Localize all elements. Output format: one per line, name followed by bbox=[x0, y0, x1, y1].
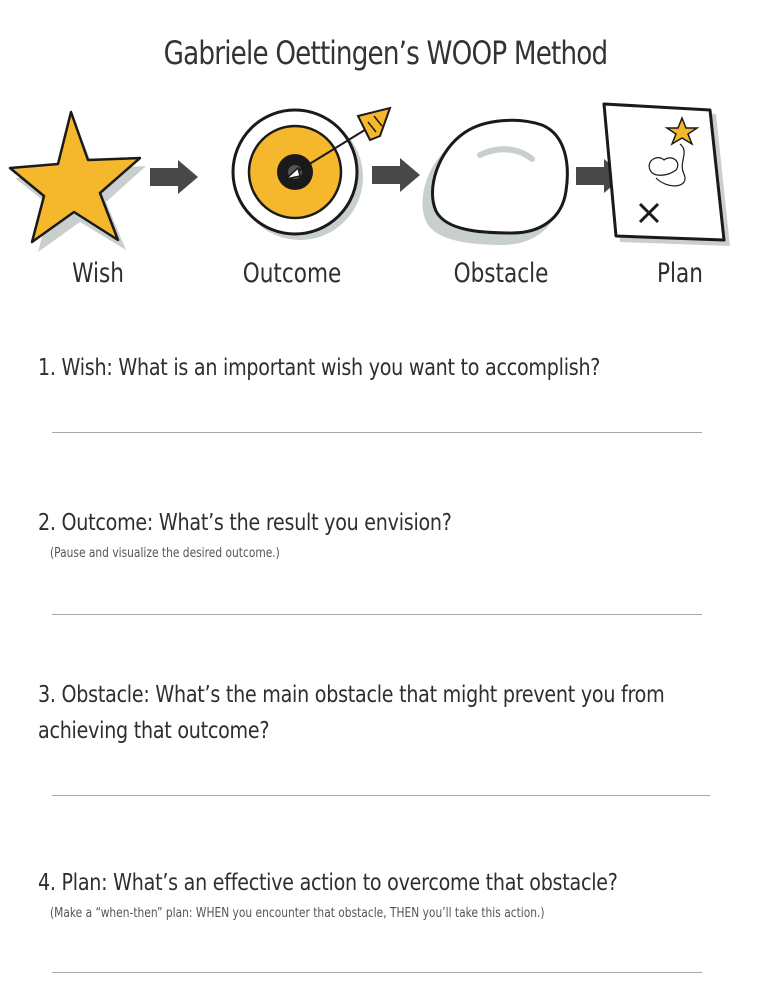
target-icon bbox=[218, 100, 398, 255]
question-plan: 4. Plan: What’s an effective action to overcome that obstacle? bbox=[38, 870, 618, 896]
question-obstacle: 3. Obstacle: What’s the main obstacle that might prevent you from achieving that outcome? bbox=[38, 682, 665, 744]
question-wish: 1. Wish: What is an important wish you want to accomplish? bbox=[38, 355, 601, 381]
arrow-right-icon bbox=[150, 160, 200, 199]
question-outcome: 2. Outcome: What’s the result you envision? bbox=[38, 510, 452, 536]
answer-line-outcome[interactable] bbox=[52, 614, 702, 615]
answer-line-plan[interactable] bbox=[52, 972, 702, 973]
page-title: Gabriele Oettingen’s WOOP Method bbox=[163, 34, 608, 72]
star-icon bbox=[8, 108, 148, 258]
step-label-plan: Plan bbox=[657, 258, 703, 289]
hint-plan: (Make a “when-then” plan: WHEN you encounter that obstacle, THEN you’ll take this action.) bbox=[50, 906, 545, 921]
rock-icon bbox=[420, 115, 580, 255]
answer-line-wish[interactable] bbox=[52, 432, 702, 433]
hint-outcome: (Pause and visualize the desired outcome.) bbox=[50, 546, 280, 561]
arrow-right-icon bbox=[372, 158, 422, 197]
step-label-wish: Wish bbox=[72, 258, 124, 289]
step-label-outcome: Outcome bbox=[242, 258, 342, 289]
answer-line-obstacle[interactable] bbox=[52, 795, 710, 796]
step-label-obstacle: Obstacle bbox=[453, 258, 549, 289]
map-icon bbox=[598, 100, 738, 255]
